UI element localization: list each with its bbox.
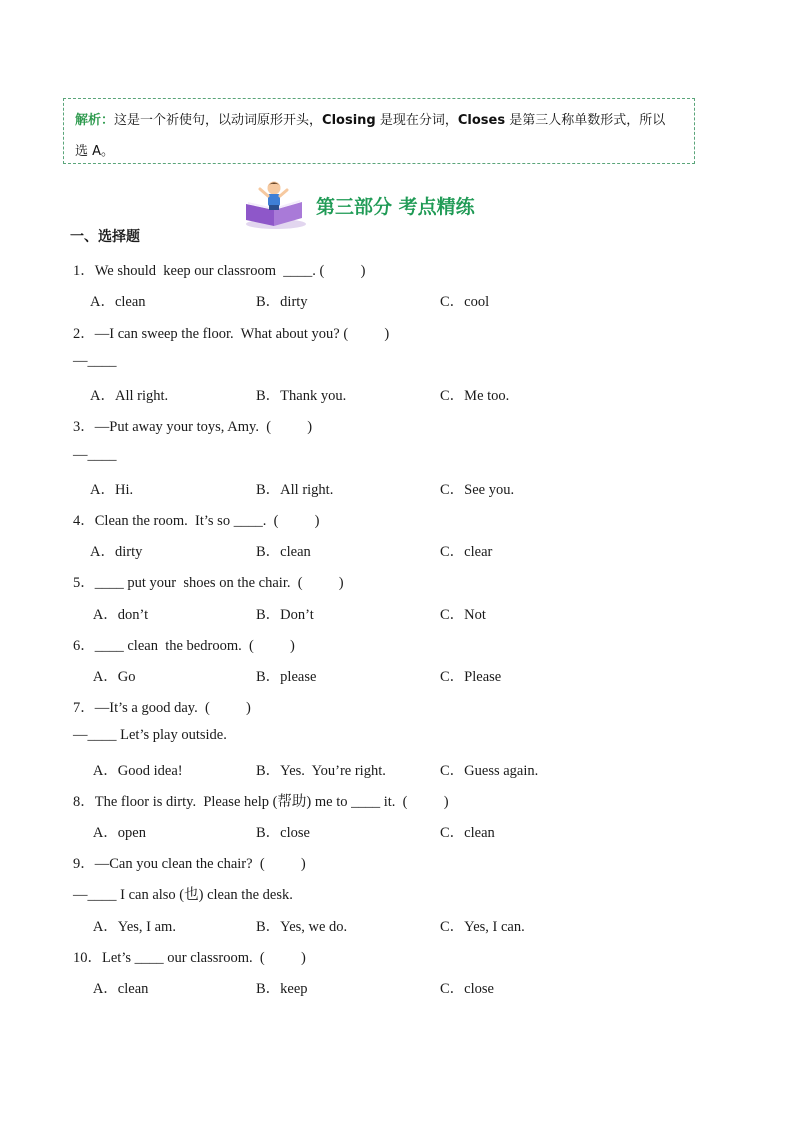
option-c: C．Not	[440, 607, 486, 623]
option-a: A．clean	[90, 294, 146, 310]
option-a: A．Hi.	[90, 482, 134, 498]
question-stem: 3．—Put away your toys, Amy. ( )	[73, 419, 313, 435]
option-a: A．clean	[90, 981, 149, 997]
option-c: C．Me too.	[440, 388, 510, 404]
answer-line: —____ Let’s play outside.	[73, 727, 227, 743]
analysis-label: 解析：	[75, 113, 115, 128]
option-b: B．Yes, we do.	[256, 919, 348, 935]
option-c: C．cool	[440, 294, 490, 310]
option-a: A．All right.	[90, 388, 169, 404]
answer-line: —____	[73, 447, 117, 463]
answer-line: —____ I can also (也) clean the desk.	[73, 887, 293, 903]
option-b: B．please	[256, 669, 317, 685]
option-a: A．open	[90, 825, 146, 841]
question-stem: 10．Let’s ____ our classroom. ( )	[73, 950, 306, 966]
option-b: B．keep	[256, 981, 308, 997]
option-b: B．close	[256, 825, 310, 841]
option-c: C．Guess again.	[440, 763, 539, 779]
analysis-box	[63, 98, 695, 164]
section-title: 第三部分 考点精练	[316, 196, 475, 218]
question-stem: 7．—It’s a good day. ( )	[73, 700, 251, 716]
option-b: B．All right.	[256, 482, 334, 498]
option-b: B．Yes. You’re right.	[256, 763, 386, 779]
option-c: C．clean	[440, 825, 495, 841]
question-stem: 4．Clean the room. It’s so ____. ( )	[73, 513, 320, 529]
option-a: A．Good idea!	[90, 763, 183, 779]
question-stem: 9．—Can you clean the chair? ( )	[73, 856, 306, 872]
analysis-word-closing: Closing	[322, 113, 376, 128]
section-heading: 一、选择题	[70, 229, 140, 245]
question-stem: 5．____ put your shoes on the chair. ( )	[73, 575, 344, 591]
analysis-text: 这是一个祈使句，以动词原形开头，	[114, 113, 323, 128]
option-a: A．Yes, I am.	[90, 919, 176, 935]
option-a: A．dirty	[90, 544, 143, 560]
option-c: C．clear	[440, 544, 493, 560]
analysis-word-closes: Closes	[457, 113, 506, 128]
analysis-text: 是第三人称单数形式，所以	[505, 113, 666, 128]
question-stem: 1．We should keep our classroom ____. ( )	[73, 263, 366, 279]
option-b: B．clean	[256, 544, 311, 560]
analysis-line-2: 选 A。	[75, 144, 115, 159]
option-b: B．Don’t	[256, 607, 314, 623]
option-c: C．Please	[440, 669, 502, 685]
analysis-text: 是现在分词，	[375, 113, 458, 128]
question-stem: 2．—I can sweep the floor. What about you? ( )	[73, 326, 390, 342]
option-b: B．dirty	[256, 294, 308, 310]
question-stem: 8．The floor is dirty. Please help (帮助) me to ____ it. ( )	[73, 794, 449, 810]
question-stem: 6．____ clean the bedroom. ( )	[73, 638, 295, 654]
option-a: A．Go	[90, 669, 136, 685]
option-a: A．don’t	[90, 607, 149, 623]
section-banner	[240, 178, 500, 230]
answer-line: —____	[73, 353, 117, 369]
option-c: C．close	[440, 981, 494, 997]
option-c: C．See you.	[440, 482, 515, 498]
reading-boy-book-icon	[240, 178, 310, 230]
option-b: B．Thank you.	[256, 388, 347, 404]
option-c: C．Yes, I can.	[440, 919, 525, 935]
analysis-line-1	[75, 105, 684, 136]
